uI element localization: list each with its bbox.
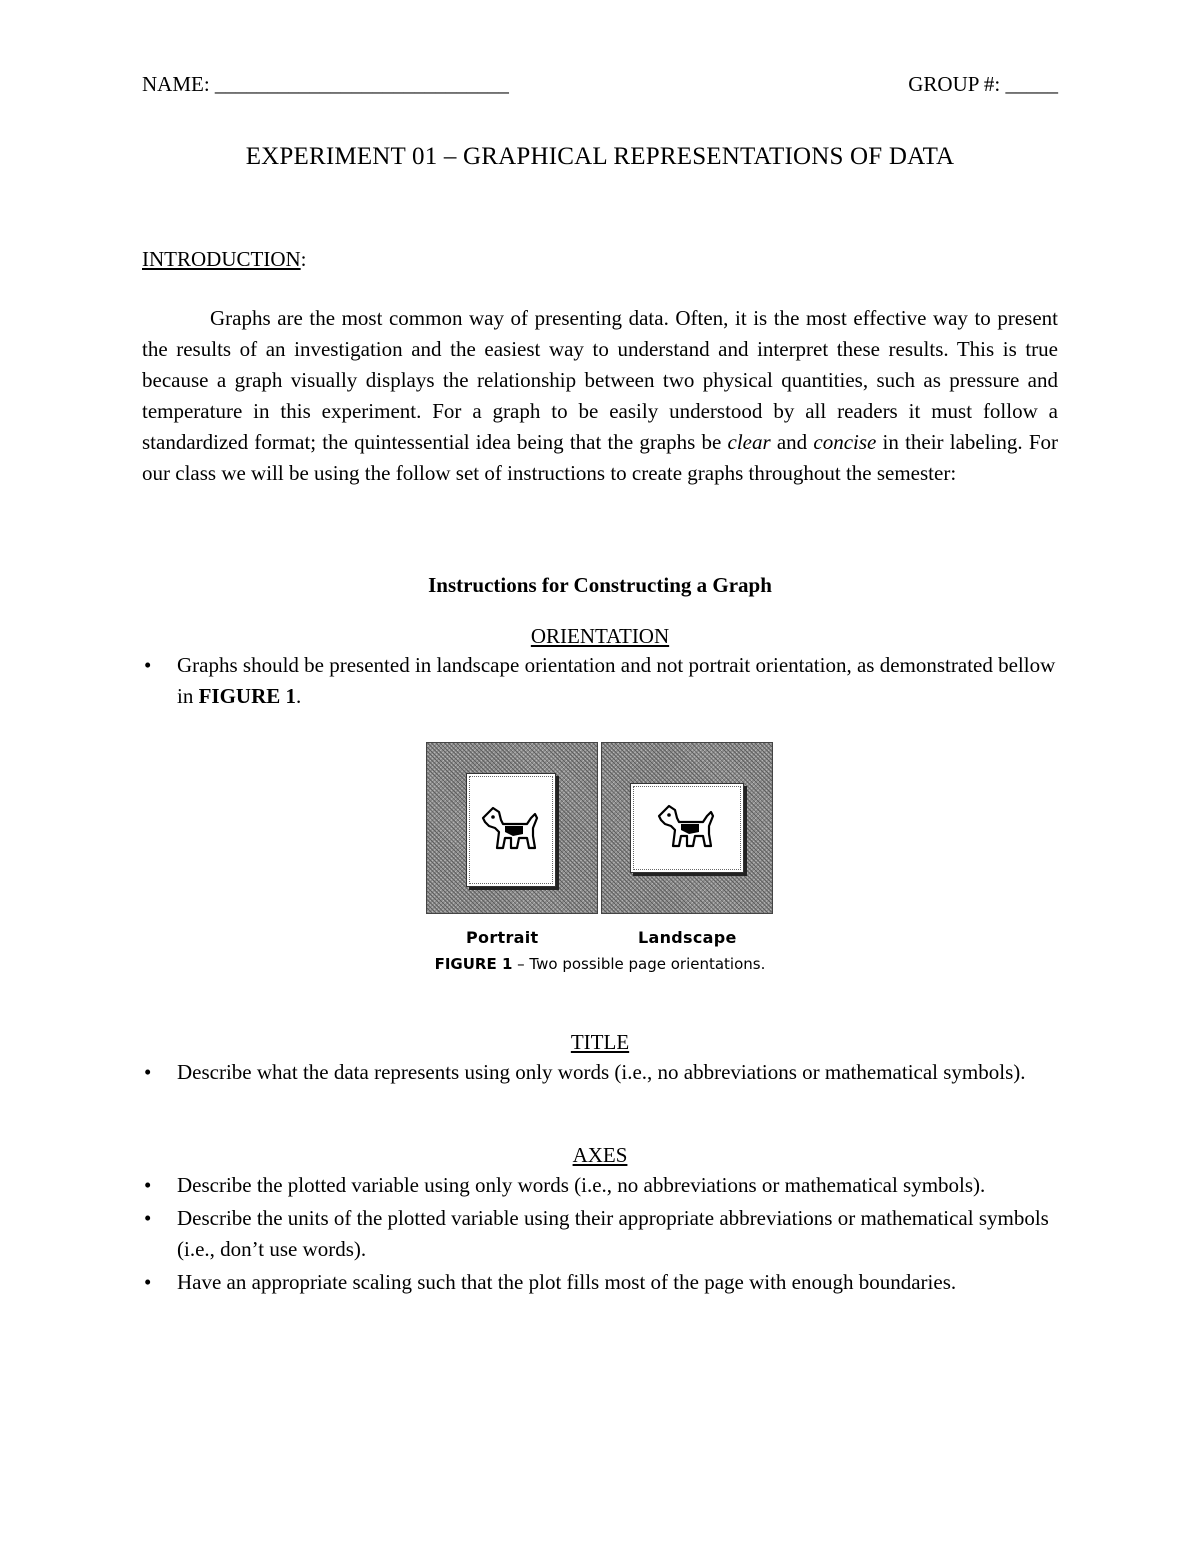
list-item: • Describe the units of the plotted variable using their appropriate abbreviations or mathematical symbols (i.e., don’t use words). — [142, 1203, 1058, 1265]
list-item: • Have an appropriate scaling such that the plot fills most of the page with enough boundaries. — [142, 1267, 1058, 1298]
landscape-label: Landscape — [638, 928, 737, 947]
landscape-paper — [630, 783, 744, 873]
page-title: EXPERIMENT 01 – GRAPHICAL REPRESENTATIONS OF DATA — [245, 143, 955, 170]
orientation-heading: ORIENTATION — [530, 624, 670, 648]
bullet-icon: • — [144, 1206, 152, 1230]
axes-heading: AXES — [572, 1143, 628, 1167]
bullet-icon: • — [144, 1060, 152, 1084]
portrait-paper — [466, 773, 556, 887]
title-heading: TITLE — [570, 1030, 630, 1054]
instructions-title: Instructions for Constructing a Graph — [428, 573, 772, 597]
list-item: • Describe the plotted variable using only words (i.e., no abbreviations or mathematical symbols). — [142, 1170, 1058, 1201]
orientation-list — [142, 650, 1058, 714]
name-field-label: NAME: ____________________________ — [142, 72, 509, 96]
figure-caption: FIGURE 1 – Two possible page orientations. — [434, 955, 766, 973]
dog-icon — [655, 802, 719, 854]
introduction-paragraph: Graphs are the most common way of presenting data. Often, it is the most effective way to present the results of an investigation and the easiest way to understand and interpret these results. This is true because a graph visually displays the relationship between two physical quantities, such as pressure and temperature in this experiment. For a graph to be easily understood by all readers it must follow a standardized format; the quintessential idea being that the graphs be clear and concise in their labeling. For our class we will be using the follow set of instructions to create graphs throughout the semester: — [142, 306, 1058, 485]
portrait-panel — [426, 742, 598, 914]
dog-icon — [479, 804, 543, 856]
bullet-icon: • — [144, 1270, 152, 1294]
list-item: • Graphs should be presented in landscape orientation and not portrait orientation, as demonstrated bellow in FIGURE 1. — [142, 650, 1058, 712]
title-list — [142, 1057, 1058, 1090]
landscape-panel — [601, 742, 773, 914]
portrait-label: Portrait — [466, 928, 539, 947]
figure-page-orientations — [426, 742, 774, 914]
group-field-label: GROUP #: _____ — [908, 72, 1058, 96]
axes-list — [142, 1170, 1058, 1300]
introduction-heading: INTRODUCTION: — [142, 247, 307, 271]
bullet-icon: • — [144, 1173, 152, 1197]
list-item: • Describe what the data represents using only words (i.e., no abbreviations or mathematical symbols). — [142, 1057, 1058, 1088]
bullet-icon: • — [144, 653, 152, 677]
